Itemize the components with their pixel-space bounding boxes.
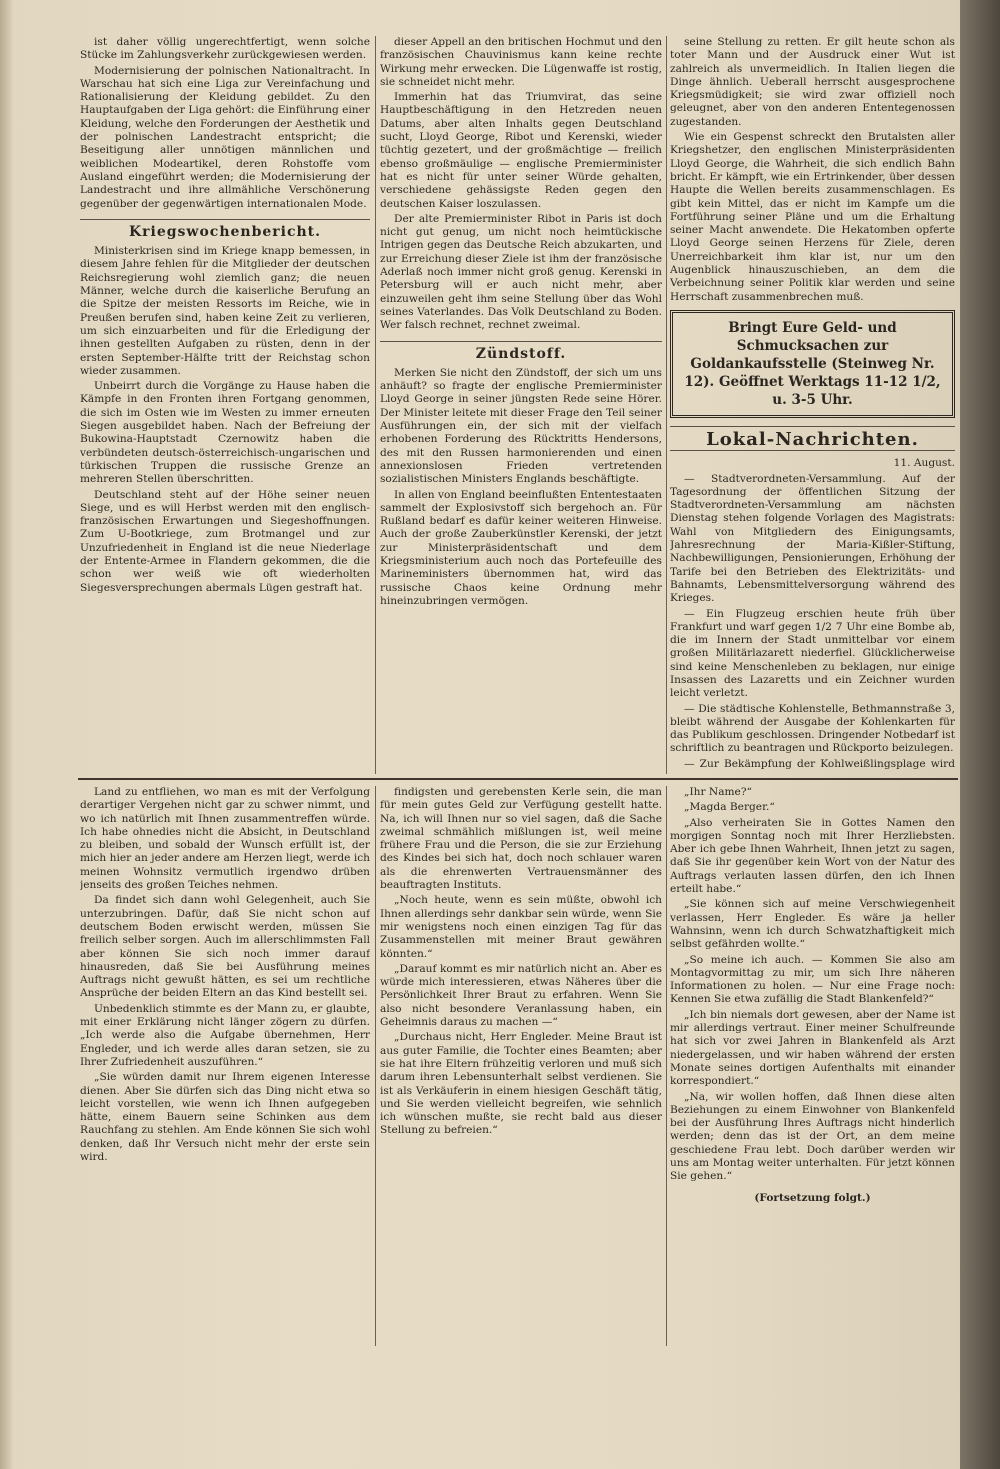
column-rule [375,36,376,774]
paragraph: „Sie würden damit nur Ihrem eigenen Interesse dienen. Aber Sie dürfen sich das Ding nicht etwa so leicht vorstellen, wie wenn ich Ihnen aufgegeben hätte, einem Bauern seine Schinken aus dem Rauchfang zu stehlen. Am Ende können Sie sich wohl denken, daß Ihr Versuch nicht mehr der erste sein wird. [80,1071,370,1164]
paragraph: findigsten und gerebensten Kerle sein, die man für mein gutes Geld zur Verfügung gestellt hatte. Na, ich will Ihnen nur so viel sagen, daß die Sache zweimal schmählich mißlungen ist, weil meine frühere Frau und die Person, die sie zur Erziehung des Kindes bei sich hat, doch noch schlauer waren als die ehrenwerten Vertrauensmänner des beauftragten Instituts. [380,786,662,892]
advertisement-gold-collection: Bringt Eure Geld- und Schmucksachen zur Goldankaufsstelle (Steinweg Nr. 12). Geöffnet Werktags 11-12 1/2, u. 3-5 Uhr. [670,310,955,418]
paragraph: Unbeirrt durch die Vorgänge zu Hause haben die Kämpfe in den Fronten ihren Fortgang genommen, die sich im Osten wie im Westen zu immer erneuten Siegen ausgebildet haben. Nach der Befreiung der Bukowina-Hauptstadt Czernowitz haben die verbündeten deutsch-österreichisch-ungarischen und türkischen Truppen die russische Grenze an mehreren Stellen überschritten. [80,380,370,486]
paragraph: Modernisierung der polnischen Nationaltracht. In Warschau hat sich eine Liga zur Vereinfachung und Rationalisierung der Kleidung gebildet. Zu den Hauptaufgaben der Liga gehört: die Einführung einer Kleidung, welche den Forderungen der Aesthetik und der polnischen Landestracht entspricht; die Beseitigung aller unnötigen männlichen und weiblichen Modeartikel, deren Rohstoffe vom Ausland eingeführt werden; die Modernisierung der Landestracht und ihre allmähliche Verschönerung gegenüber der gegenwärtigen internationalen Mode. [80,64,370,210]
serial-column-1 [80,786,370,1166]
paragraph: „Sie können sich auf meine Verschwiegenheit verlassen, Herr Engleder. Es wäre ja heller Wahnsinn, wenn ich durch Schwatzhaftigkeit mich selbst gefährden wollte.“ [670,898,955,951]
paragraph: seine Stellung zu retten. Er gilt heute schon als toter Mann und der Ausdruck einer Wut ist zahlreich als unvermeidlich. In Italien liegen die Dinge ähnlich. Ueberall herrscht ausgesprochene Kriegsmüdigkeit; sie wird zwar offiziell noch geleugnet, aber von den anderen Ententegenossen zugestanden. [670,36,955,128]
paragraph: Der alte Premierminister Ribot in Paris ist doch nicht gut genug, um nicht noch heimtückische Intrigen gegen das Deutsche Reich abzukarten, und zur Erreichung dieser Ziele ist ihm der französische Aderlaß noch immer nicht groß genug. Kerenski in Petersburg will er auch nicht mehr, aber einzuweilen geht ihm seine Stellung über das Wohl seines Vaterlandes. Das Volk Deutschland zu Boden. Wer falsch rechnet, rechnet zweimal. [380,212,662,332]
page-edge-shadow [0,0,14,1469]
paragraph: „Noch heute, wenn es sein müßte, obwohl ich Ihnen allerdings sehr dankbar sein würde, wenn Sie mir wenigstens noch einen einzigen Tag für das Zusammenstellen mit meiner Braut gewähren könnten.“ [380,894,662,960]
continuation-note: (Fortsetzung folgt.) [754,1191,871,1204]
paragraph: Deutschland steht auf der Höhe seiner neuen Siege, und es will Herbst werden mit den englisch-französischen Erwartungen und Siegeshoffnungen. Zum U-Bootkriege, zum Brotmangel und zur Unzufriedenheit in England ist die neue Niederlage der Entente-Armee in Flandern gekommen, die die schon wer weiß wie oft wiederholten Siegesversprechungen abermals Lügen gestraft hat. [80,488,370,594]
column-3 [670,36,955,771]
column-2 [380,36,662,610]
paragraph: „Also verheiraten Sie in Gottes Namen den morgigen Sonntag noch mit Ihrer Herzliebsten. Aber ich gebe Ihnen Wahrheit, Ihnen jetzt zu sagen, daß Sie ihr gegenüber kein Wort von der Natur des Auftrags verlauten lassen dürfen, den ich Ihnen erteilt habe.“ [670,816,955,896]
paragraph: Unbedenklich stimmte es der Mann zu, er glaubte, mit einer Erklärung nicht länger zögern zu dürfen. „Ich werde also die Aufgabe übernehmen, Herr Engleder, und ich werde alles daran setzen, sie zu Ihrer Zufriedenheit auszuführen.“ [80,1002,370,1068]
paragraph: dieser Appell an den britischen Hochmut und den französischen Chauvinismus kann keine rechte Wirkung mehr erwecken. Die Lügenwaffe ist rostig, sie schneidet nicht mehr. [380,36,662,88]
heading-lokal-nachrichten: Lokal-Nachrichten. [670,426,955,451]
heading-zuendstoff: Zündstoff. [380,341,662,361]
paragraph: „So meine ich auch. — Kommen Sie also am Montagvormittag zu mir, um sich Ihre näheren Informationen zu holen. — Nur eine Frage noch: Kennen Sie etwa zufällig die Stadt Blankenfeld?“ [670,953,955,1006]
paragraph: „Darauf kommt es mir natürlich nicht an. Aber es würde mich interessieren, etwas Näheres über die Persönlichkeit Ihrer Braut zu erfahren. Wenn Sie also nicht besondere Veranlassung haben, ein Geheimnis daraus zu machen —“ [380,962,662,1029]
paragraph: — Ein Flugzeug erschien heute früh über Frankfurt und warf gegen 1/2 7 Uhr eine Bombe ab, die im Innern der Stadt unmittelbar vor einem großen Militärlazarett niederfiel. Glücklicherweise sind keine Menschenleben zu beklagen, nur einige Insassen des Lazaretts und ein Zeichner wurden leicht verletzt. [670,607,955,700]
paragraph: — Die städtische Kohlenstelle, Bethmannstraße 3, bleibt während der Ausgabe der Kohlenkarten für das Publikum geschlossen. Dringender Notbedarf ist schriftlich zu beantragen und Rückporto beizulegen. [670,702,955,755]
paragraph: Ministerkrisen sind im Kriege knapp bemessen, in diesem Jahre fehlen für die Mitglieder der deutschen Reichsregierung wohl ziemlich ganz; die neuen Männer, welche durch die kaiserliche Berufung an die Spitze der meisten Ressorts im Reiche, wie in Preußen berufen sind, haben keine Zeit zu verlieren, um sich einzuarbeiten und für die Erledigung der ihnen gestellten Aufgaben zu rüsten, denn in der ersten September-Hälfte tritt der Reichstag schon wieder zusammen. [80,245,370,377]
paragraph: — Zur Bekämpfung der Kohlweißlingsplage wird [684,757,955,770]
paragraph: „Na, wir wollen hoffen, daß Ihnen diese alten Beziehungen zu einem Einwohner von Blankenfeld bei der Ausführung Ihres Auftrags nicht hinderlich werden; denn das ist der Ort, an dem meine geschiedene Frau lebt. Doch darüber werden wir uns am Montag weiter unterhalten. Für jetzt können Sie gehen.“ [670,1090,955,1183]
dialogue-line: „Magda Berger.“ [684,801,775,814]
dateline: 11. August. [893,457,955,470]
column-rule [375,786,376,1346]
heading-kriegswochenbericht: Kriegswochenbericht. [80,219,370,239]
column-rule [666,36,667,774]
serial-column-2 [380,786,662,1140]
paragraph: Immerhin hat das Triumvirat, das seine Hauptbeschäftigung in den Hetzreden neuen Datums, aber alten Inhalts gegen Deutschland sucht, Lloyd George, Ribot und Kerenski, wieder tüchtig gezetert, und der großmächtige — freilich ebenso großmäulige — englische Premierminister hat es nicht für unter seiner Würde gehalten, verschiedene gehässigste Reden gegen den deutschen Kaiser loszulassen. [380,91,662,210]
book-binding-strip [960,0,1000,1469]
paragraph: Wie ein Gespenst schreckt den Brutalsten aller Kriegshetzer, den englischen Ministerpräsidenten Lloyd George, die Wahrheit, die sich endlich Bahn bricht. Er kämpft, wie ein Ertrinkender, über dessen Haupte die Wellen bereits zusammenschlagen. Es gibt kein Mittel, das er nicht im Kampfe um die Fortführung seiner Pläne und um die Erhaltung seiner Macht anwendete. Die Hekatomben opferte Lloyd George seinen Herzens für Ziele, deren Unerreichbarkeit ihm klar ist, nur um den Augenblick hinauszuschieben, an dem die Verbeichnung seiner Politik klar werden und seine Herrschaft zusammenbrechen muß. [670,131,955,303]
paragraph: „Ich bin niemals dort gewesen, aber der Name ist mir allerdings vertraut. Einer meiner Schulfreunde hat sich vor zwei Jahren in Blankenfeld als Arzt niedergelassen, und wir haben während der ersten Monate seines dortigen Aufenthalts mit einander korrespondiert.“ [670,1008,955,1088]
paragraph: ist daher völlig ungerechtfertigt, wenn solche Stücke im Zahlungsverkehr zurückgewiesen werden. [80,36,370,62]
column-1 [80,36,370,597]
column-rule [666,786,667,1346]
paragraph: „Durchaus nicht, Herr Engleder. Meine Braut ist aus guter Familie, die Tochter eines Beamten; aber sie hat ihre Eltern frühzeitig verloren und muß sich darum ihren Lebensunterhalt selbst verdienen. Sie ist als Verkäuferin in einem hiesigen Geschäft tätig, und Sie werden vielleicht begreifen, wie sehnlich ich wünschen mußte, sie recht bald aus dieser Stellung zu befreien.“ [380,1031,662,1137]
paragraph: In allen von England beeinflußten Ententestaaten sammelt der Explosivstoff sich bergehoch an. Für Rußland bedarf es dafür keiner weiteren Hinweise. Auch der große Zauberkünstler Kerenski, der jetzt zur Ministerpräsidentschaft und dem Kriegsministerium auch noch das Portefeuille des Marineministers übernommen hat, wird das russische Chaos keine Ordnung mehr hineinzubringen vermögen. [380,488,662,607]
paragraph: Da findet sich dann wohl Gelegenheit, auch Sie unterzubringen. Dafür, daß Sie nicht schon auf deutschem Boden erwischt werden, müssen Sie freilich selber sorgen. Auch im allerschlimmsten Fall aber können Sie sich noch immer darauf hinausreden, daß Sie bei Ausführung meines Auftrags nicht gewußt hätten, es sei um rechtliche Ansprüche der beiden Eltern an das Kind bestellt sei. [80,894,370,1000]
dialogue-line: „Ihr Name?“ [684,786,752,798]
serial-column-3 [670,786,955,1205]
feuilleton-divider [78,778,958,780]
paragraph: — Stadtverordneten-Versammlung. Auf der Tagesordnung der öffentlichen Sitzung der Stadtverordneten-Versammlung am nächsten Dienstag stehen folgende Vorlagen des Magistrats: Wahl von Mitgliedern des Einigungsamts, Jahresrechnung der Maria-Kißler-Stiftung, Nachbewilligungen, Pensionierungen, Erhöhung der Tarife bei den Betrieben des Elektrizitäts- und Bahnamts, Lebensmittelversorgung während des Krieges. [670,472,955,605]
paragraph: Merken Sie nicht den Zündstoff, der sich um uns anhäuft? so fragte der englische Premierminister Lloyd George in seiner jüngsten Rede seine Hörer. Der Minister leitete mit dieser Frage den Teil seiner Ausführungen ein, der sich mit der vielfach erhobenen Forderung des Rücktritts Hendersons, des mit den Russen harmonierenden und einen annexionslosen Frieden vertretenden sozialistischen Ministers Englands beschäftigte. [380,366,662,486]
paragraph: Land zu entfliehen, wo man es mit der Verfolgung derartiger Vergehen nicht gar zu schwer nimmt, und wo ich natürlich mit Ihnen zusammentreffen würde. Ich habe ohnedies nicht die Absicht, in Deutschland zu bleiben, und sobald der Wunsch erfüllt ist, der mich hier an jeder andere am Herzen liegt, werde ich meinen Wohnsitz vermutlich irgendwo drüben jenseits des großen Teiches nehmen. [80,786,370,892]
